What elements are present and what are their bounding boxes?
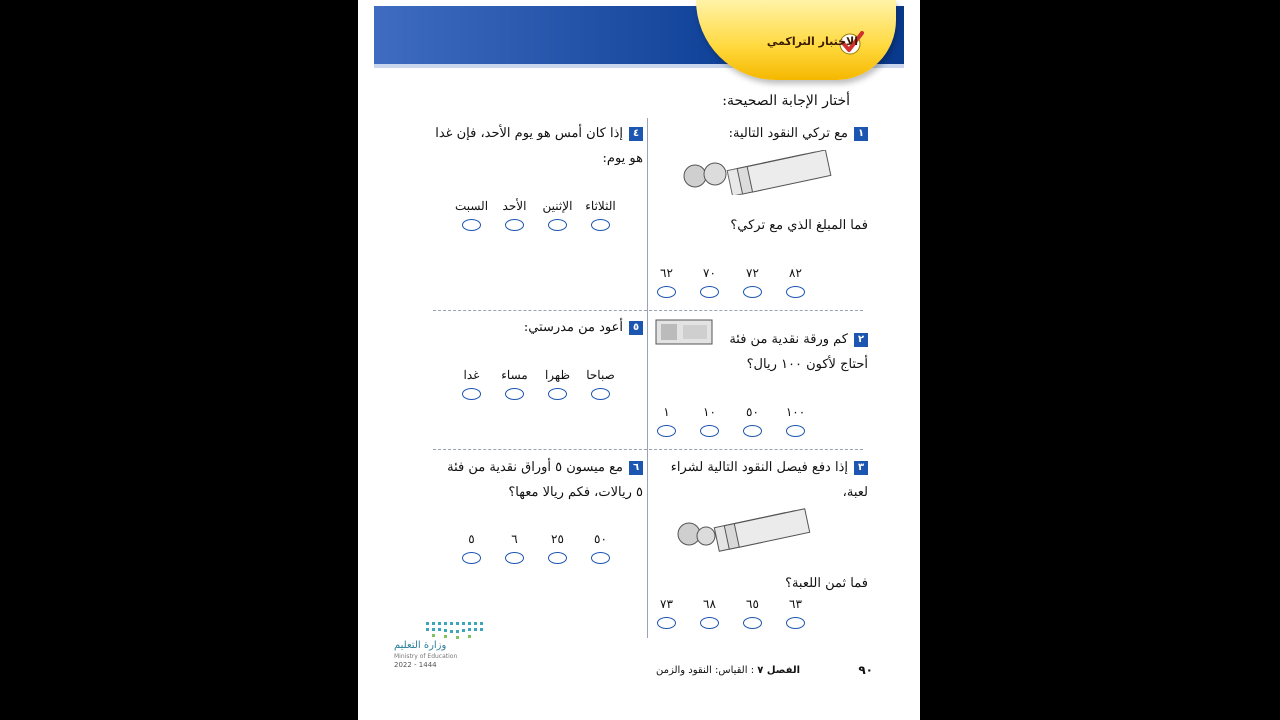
option[interactable]: ٥٠ [731, 403, 774, 437]
option[interactable]: مساء [493, 366, 536, 400]
option[interactable]: السبت [450, 197, 493, 231]
answer-bubble[interactable] [591, 552, 610, 564]
option[interactable]: ٦٨ [688, 595, 731, 629]
option[interactable]: صباحا [579, 366, 622, 400]
question-number: ٢ [854, 333, 868, 347]
answer-bubble[interactable] [548, 552, 567, 564]
question-3 [658, 455, 868, 505]
option[interactable]: ١ [645, 403, 688, 437]
row-divider-1 [433, 310, 863, 311]
question-3-prompt: فما ثمن اللعبة؟ [785, 576, 868, 591]
answer-bubble[interactable] [657, 617, 676, 629]
answer-bubble[interactable] [700, 425, 719, 437]
chapter-title: : القياس: النقود والزمن [655, 665, 755, 676]
answer-bubble[interactable] [786, 286, 805, 298]
option[interactable]: ١٠ [688, 403, 731, 437]
answer-bubble[interactable] [591, 219, 610, 231]
options-4 [450, 197, 622, 231]
question-number: ٥ [629, 321, 643, 335]
question-1-prompt: فما المبلغ الذي مع تركي؟ [730, 218, 868, 233]
chapter-label: الفصل ٧ [757, 665, 800, 676]
options-2 [645, 403, 817, 437]
question-number: ١ [854, 127, 868, 141]
ministry-logo-icon [424, 618, 488, 640]
option[interactable]: الأحد [493, 197, 536, 231]
option[interactable]: ٦٥ [731, 595, 774, 629]
answer-bubble[interactable] [700, 617, 719, 629]
option[interactable]: ٦٣ [774, 595, 817, 629]
question-text: إذا دفع فيصل النقود التالية لشراء [670, 460, 848, 475]
options-6 [450, 530, 622, 564]
answer-bubble[interactable] [657, 286, 676, 298]
answer-bubble[interactable] [743, 286, 762, 298]
answer-bubble[interactable] [743, 425, 762, 437]
answer-bubble[interactable] [548, 219, 567, 231]
question-6 [433, 455, 643, 505]
option[interactable]: ٢٥ [536, 530, 579, 564]
option[interactable]: ١٠٠ [774, 403, 817, 437]
answer-bubble[interactable] [462, 552, 481, 564]
question-number: ٤ [629, 127, 643, 141]
question-number: ٦ [629, 461, 643, 475]
answer-bubble[interactable] [786, 425, 805, 437]
answer-bubble[interactable] [657, 425, 676, 437]
question-text: ٥ ريالات، فكم ريالا معها؟ [508, 485, 643, 500]
option[interactable]: ٥ [450, 530, 493, 564]
question-text: إذا كان أمس هو يوم الأحد، فإن غدا [435, 126, 623, 141]
question-5 [433, 315, 643, 340]
option[interactable]: ظهرا [536, 366, 579, 400]
option[interactable]: ٦ [493, 530, 536, 564]
answer-bubble[interactable] [591, 388, 610, 400]
question-text: مع ميسون ٥ أوراق نقدية من فئة [447, 460, 623, 475]
answer-bubble[interactable] [462, 388, 481, 400]
question-text: أحتاج لأكون ١٠٠ ريال؟ [746, 357, 868, 372]
question-1 [658, 121, 868, 146]
option[interactable]: الثلاثاء [579, 197, 622, 231]
page-title: الاختبار التراكمي [766, 35, 858, 48]
question-number: ٣ [854, 461, 868, 475]
ministry-name-en: Ministry of Education [394, 653, 458, 660]
answer-bubble[interactable] [505, 219, 524, 231]
option[interactable]: الإثنين [536, 197, 579, 231]
column-divider [647, 118, 648, 638]
option[interactable]: ٨٢ [774, 264, 817, 298]
banknote-icon [727, 150, 831, 195]
question-text: هو يوم: [602, 151, 643, 166]
option[interactable]: غدا [450, 366, 493, 400]
banknote-icon [714, 509, 809, 551]
option[interactable]: ٧٣ [645, 595, 688, 629]
options-5 [450, 366, 622, 400]
instruction: أختار الإجابة الصحيحة: [722, 93, 850, 109]
option[interactable]: ٦٢ [645, 264, 688, 298]
page-number: ٩٠ [858, 663, 873, 677]
option[interactable]: ٥٠ [579, 530, 622, 564]
row-divider-2 [433, 449, 863, 450]
question-text: مع تركي النقود التالية: [728, 126, 848, 141]
textbook-page [358, 0, 920, 720]
answer-bubble[interactable] [505, 552, 524, 564]
answer-bubble[interactable] [786, 617, 805, 629]
ministry-name-ar: وزارة التعليم [394, 640, 447, 651]
chapter-footer [656, 665, 800, 676]
question-text: كم ورقة نقدية من فئة [729, 332, 848, 347]
coin-icon [678, 523, 715, 545]
options-1 [645, 264, 817, 298]
answer-bubble[interactable] [743, 617, 762, 629]
money-image-1 [681, 150, 841, 195]
ministry-logo [394, 618, 504, 669]
money-image-3 [676, 508, 816, 553]
question-text: لعبة، [842, 485, 868, 500]
answer-bubble[interactable] [548, 388, 567, 400]
question-text: أعود من مدرستي: [523, 320, 623, 335]
coin-icon [684, 163, 726, 187]
question-2 [668, 327, 868, 377]
edition-year: 2022 - 1444 [394, 661, 437, 669]
options-3 [645, 595, 817, 629]
question-4 [433, 121, 643, 171]
answer-bubble[interactable] [700, 286, 719, 298]
option[interactable]: ٧٠ [688, 264, 731, 298]
option[interactable]: ٧٢ [731, 264, 774, 298]
answer-bubble[interactable] [462, 219, 481, 231]
answer-bubble[interactable] [505, 388, 524, 400]
